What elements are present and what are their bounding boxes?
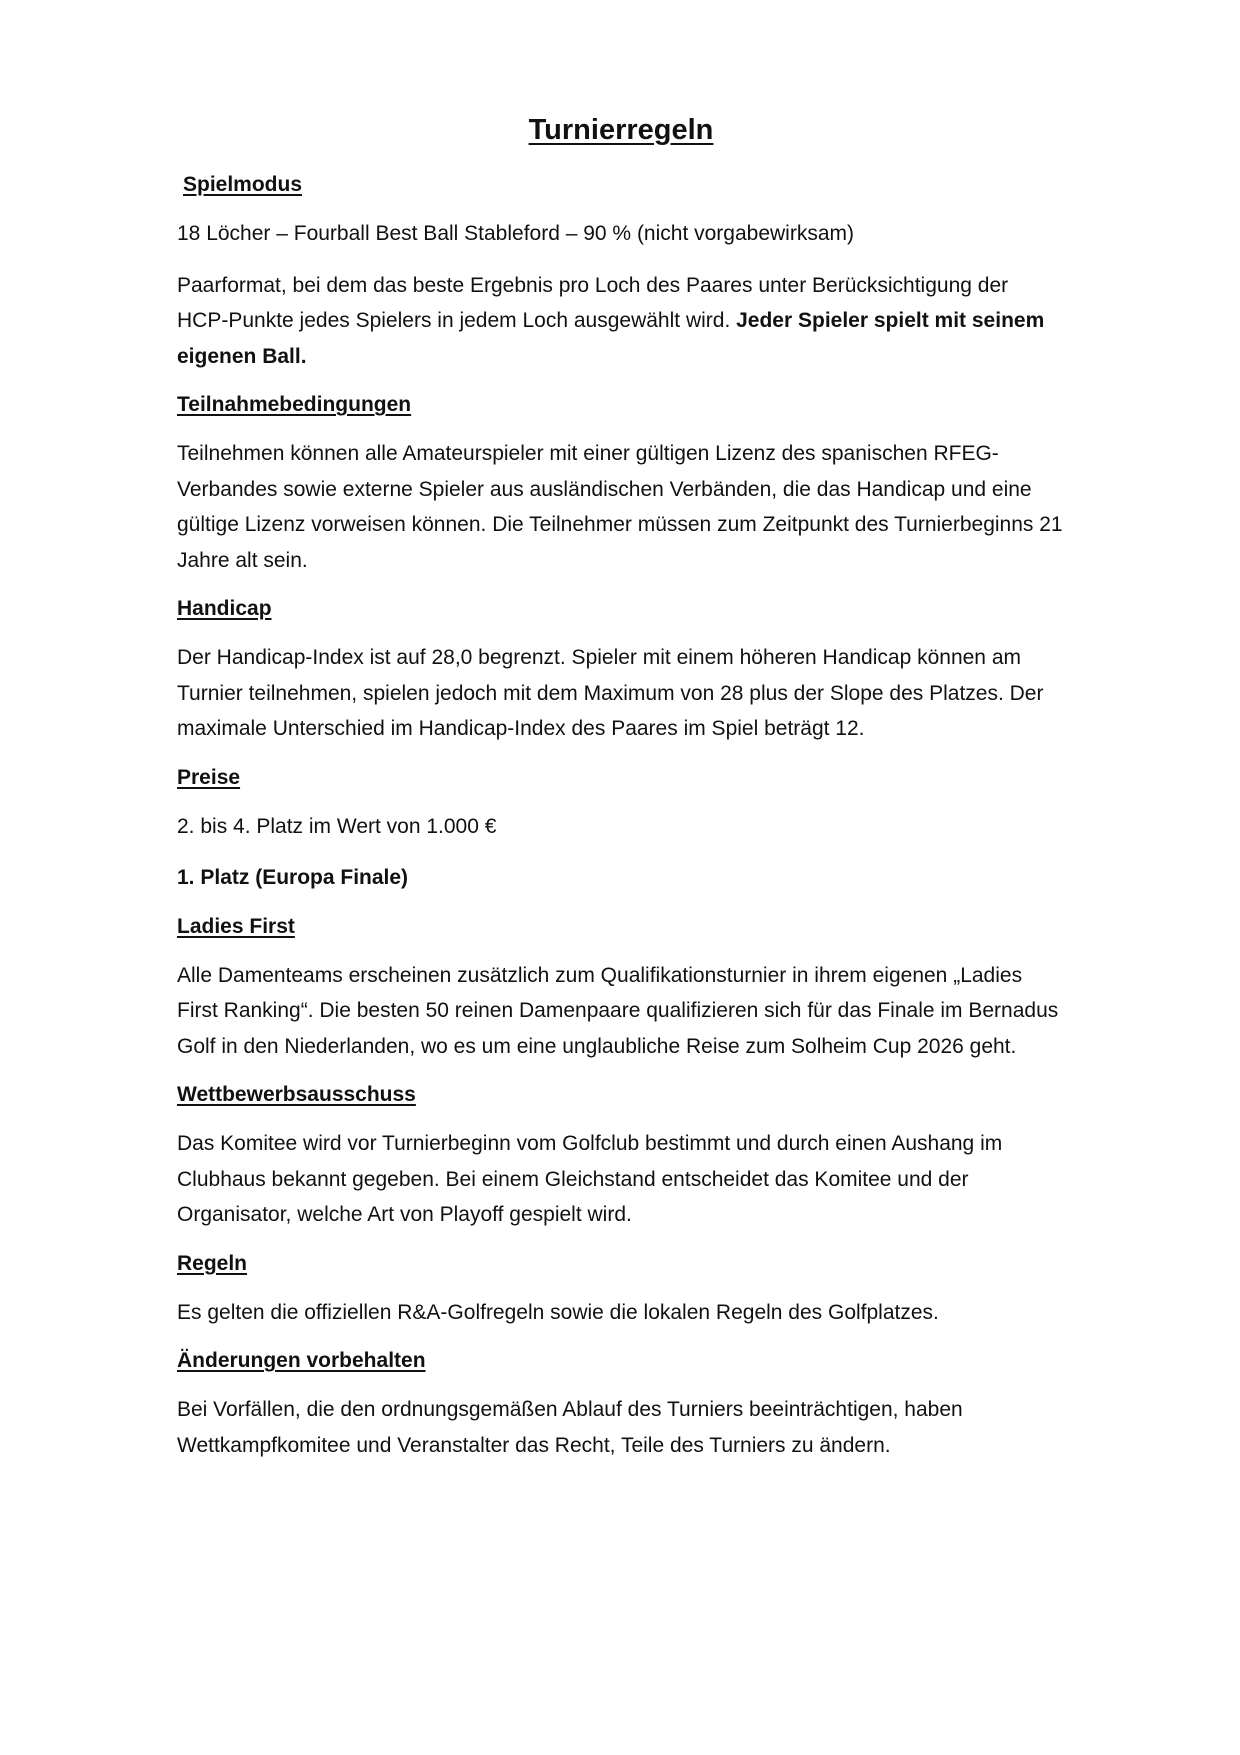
heading-aenderungen: Änderungen vorbehalten [177, 1349, 426, 1372]
heading-regeln: Regeln [177, 1251, 248, 1275]
heading-teilnahmebedingungen: Teilnahmebedingungen [177, 393, 412, 416]
spielmodus-description [177, 268, 1065, 375]
heading-handicap: Handicap [177, 597, 272, 620]
heading-wettbewerbsausschuss: Wettbewerbsausschuss [177, 1083, 416, 1106]
preise-line-1: 2. bis 4. Platz im Wert von 1.000 € [177, 814, 497, 838]
ausschuss-text: Das Komitee wird vor Turnierbeginn vom Golfclub bestimmt und durch einen Aushang im Clubhaus bekannt gegeben. Bei einem Gleichstand entscheidet das Komitee und der Organisator, welche Art von Playoff gespielt wird. [177, 1132, 1003, 1226]
ladies-first-text: Alle Damenteams erscheinen zusätzlich zum Qualifikationsturnier in ihrem eigenen „Ladies First Ranking“. Die besten 50 reinen Damenpaare qualifizieren sich für das Finale im Bernadus Golf in den Niederlanden, wo es um eine unglaubliche Reise zum Solheim Cup 2026 geht. [177, 963, 1059, 1058]
handicap-text: Der Handicap-Index ist auf 28,0 begrenzt. Spieler mit einem höheren Handicap können am Turnier teilnehmen, spielen jedoch mit dem Maximum von 28 plus der Slope des Platzes. Der maximale Unterschied im Handicap-Index des Paares im Spiel beträgt 12. [177, 646, 1044, 740]
aenderungen-text: Bei Vorfällen, die den ordnungsgemäßen Ablauf des Turniers beeinträchtigen, haben Wettkampfkomitee und Veranstalter das Recht, Teile des Turniers zu ändern. [177, 1398, 963, 1457]
heading-spielmodus: Spielmodus [183, 173, 303, 196]
page-title: Turnierregeln [528, 114, 714, 146]
spielmodus-description-bold: Jeder Spieler spielt mit seinem eigenen Ball. [177, 309, 1045, 368]
heading-ladies-first: Ladies First [177, 914, 295, 938]
heading-preise: Preise [177, 765, 241, 789]
spielmodus-format: 18 Löcher – Fourball Best Ball Stableford – 90 % (nicht vorgabewirksam) [177, 222, 855, 245]
regeln-text: Es gelten die offiziellen R&A-Golfregeln sowie die lokalen Regeln des Golfplatzes. [177, 1300, 939, 1324]
teilnahme-text: Teilnehmen können alle Amateurspieler mit einer gültigen Lizenz des spanischen RFEG-Verbandes sowie externe Spieler aus ausländischen Verbänden, die das Handicap und eine gültige Lizenz vorweisen können. Die Teilnehmer müssen zum Zeitpunkt des Turnierbeginns 21 Jahre alt sein. [177, 442, 1063, 572]
spielmodus-description-text: Paarformat, bei dem das beste Ergebnis pro Loch des Paares unter Berücksichtigung der HCP-Punkte jedes Spielers in jedem Loch ausgewählt wird. [177, 273, 1009, 332]
preise-line-2: 1. Platz (Europa Finale) [177, 866, 409, 889]
